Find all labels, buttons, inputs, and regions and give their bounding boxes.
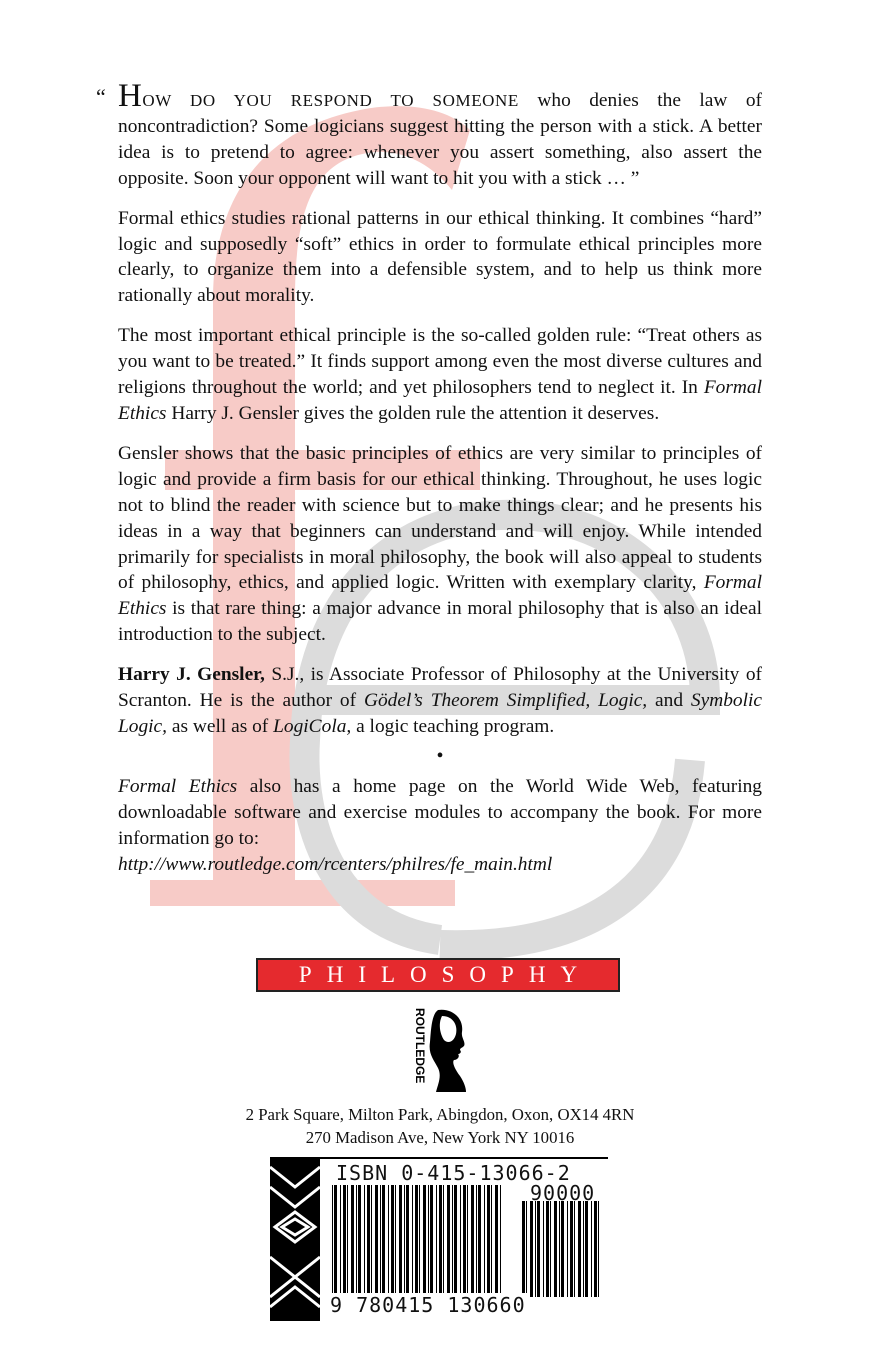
- paragraph-gensler-shows: [118, 441, 762, 648]
- addon-barcode-bars: [522, 1201, 599, 1297]
- gensler-text-a: Gensler shows that the basic principles of ethics are very similar to principles of logic and provide a firm basis for our ethical thinking. Throughout, he uses logic not to blind the reader with science but to make things clear; and he presents his ideas in a way that beginners can understand and will enjoy. While intended primarily for specialists in moral philosophy, the book will also appeal to students of philosophy, ethics, and applied logic. Written with exemplary clarity,: [118, 442, 762, 594]
- author-software-title: LogiCola,: [273, 715, 352, 737]
- author-bio: [118, 662, 762, 740]
- book-title-inline: Formal Ethics: [118, 775, 238, 797]
- opening-quote-mark: “: [96, 84, 106, 109]
- intro-paragraph: [96, 78, 763, 192]
- author-bio-text-c: as well as of: [167, 715, 274, 737]
- intro-text: who denies the law of noncontradiction? Some logicians suggest hitting the person with a stick. A better idea is to pretend to agree: whenever you assert something, also assert the opposite. Soon your opponent will want to hit you with a stick … ”: [118, 90, 763, 189]
- paragraph-golden-rule: [118, 323, 762, 427]
- homepage-url-link[interactable]: http://www.routledge.com/rcenters/philres/fe_main.html: [118, 853, 553, 875]
- author-bio-text-b: and: [647, 690, 691, 712]
- ean-digits: 9 780415 130660: [330, 1293, 526, 1317]
- author-book-title: Symbolic Logic,: [118, 690, 762, 737]
- routledge-head-icon: [408, 1006, 472, 1096]
- lead-capital: H: [118, 78, 143, 114]
- isbn-number: ISBN 0-415-13066-2: [336, 1161, 571, 1185]
- author-name: Harry J. Gensler,: [118, 664, 265, 686]
- main-barcode-bars: [332, 1185, 501, 1297]
- golden-rule-text-b: Harry J. Gensler gives the golden rule the attention it deserves.: [166, 402, 660, 424]
- author-bio-text-d: a logic teaching program.: [351, 715, 555, 737]
- author-book-title: Gödel’s Theorem Simplified, Logic,: [363, 690, 648, 712]
- routledge-logo: [408, 1006, 472, 1096]
- back-cover-text: [96, 78, 763, 891]
- address-line-1: 2 Park Square, Milton Park, Abingdon, Oxon, OX14 4RN: [245, 1105, 635, 1124]
- golden-rule-text-a: The most important ethical principle is the so-called golden rule: “Treat others as you want to be treated.” It finds support among even the most diverse cultures and religions throughout the world; and yet philosophers tend to neglect it. In: [118, 325, 762, 399]
- address-line-2: 270 Madison Ave, New York NY 10016: [305, 1128, 575, 1147]
- publisher-pattern-block: [270, 1157, 320, 1321]
- separator-bullet: •: [436, 744, 444, 767]
- routledge-logo-text: ROUTLEDGE: [413, 1008, 427, 1084]
- publisher-address: [140, 1103, 740, 1149]
- book-title-inline: Formal Ethics: [118, 572, 762, 620]
- category-label-band: PHILOSOPHY: [256, 958, 620, 992]
- price-code: 90000: [530, 1181, 596, 1205]
- lead-small-caps: OW DO YOU RESPOND TO SOMEONE: [142, 91, 519, 110]
- gensler-text-b: is that rare thing: a major advance in moral philosophy that is also an ideal introduction to the subject.: [118, 598, 762, 646]
- author-bio-text-a: S.J., is Associate Professor of Philosophy at the University of Scranton. He is the author of: [118, 664, 762, 712]
- book-title-inline: Formal Ethics: [118, 377, 762, 424]
- web-info-paragraph: [118, 774, 762, 878]
- web-info-text: also has a home page on the World Wide Web, featuring downloadable software and exercise modules to accompany the book. For more information go to:: [118, 775, 762, 849]
- paragraph-formal-ethics: Formal ethics studies rational patterns in our ethical thinking. It combines “hard” logic and supposedly “soft” ethics in order to formulate ethical principles more clearly, to organize them into a defensible system, and to help us think more rationally about morality.: [118, 207, 762, 307]
